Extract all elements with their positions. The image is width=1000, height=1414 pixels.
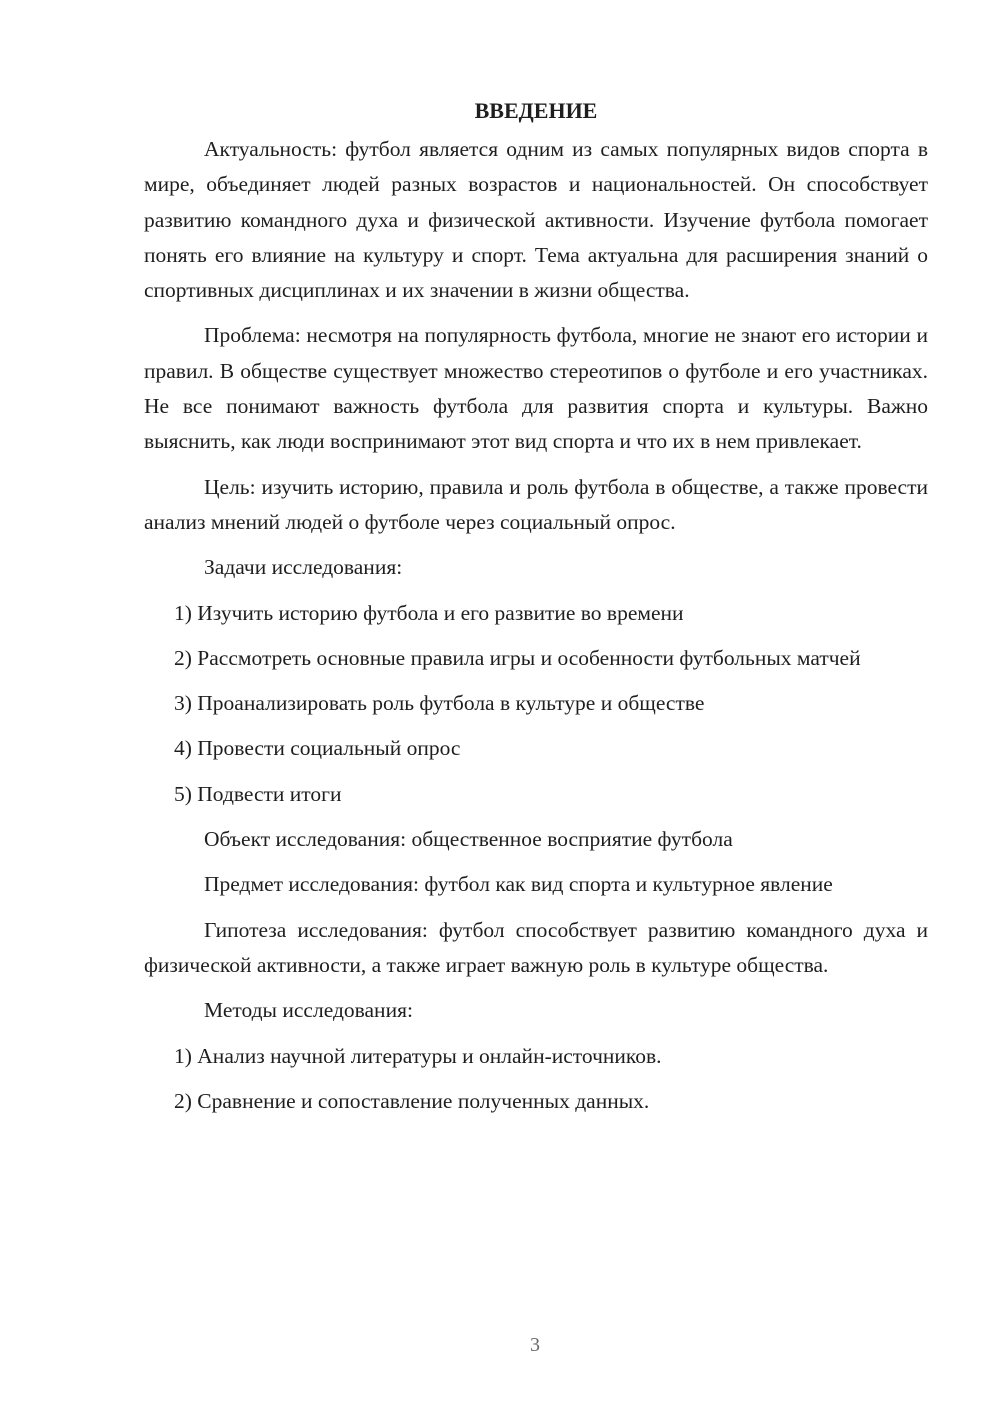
document-page [144,96,928,1129]
paragraph-subject: Предмет исследования: футбол как вид спорта и культурное явление [204,872,833,897]
list-item: 5) Подвести итоги [174,781,342,806]
paragraph-methods-heading: Методы исследования: [204,998,413,1023]
list-item: 4) Провести социальный опрос [174,736,461,761]
list-item: 2) Рассмотреть основные правила игры и особенности футбольных матчей [174,645,861,670]
list-item: 1) Изучить историю футбола и его развитие во времени [174,600,684,625]
paragraph-relevance: Актуальность: футбол является одним из самых популярных видов спорта в мире, объединяет людей разных возрастов и национальностей. Он способствует развитию командного духа и физической активности. Изучение футбола помогает понять его влияние на культуру и спорт. Тема актуальна для расширения знаний о спортивных дисциплинах и их значении в жизни общества. [144,137,928,303]
list-item: 3) Проанализировать роль футбола в культуре и обществе [174,691,705,716]
paragraph-object: Объект исследования: общественное восприятие футбола [204,827,733,852]
paragraph-tasks-heading: Задачи исследования: [204,555,403,580]
paragraph-hypothesis: Гипотеза исследования: футбол способствует развитию командного духа и физической активности, а также играет важную роль в культуре общества. [144,917,928,977]
list-item: 2) Сравнение и сопоставление полученных данных. [174,1088,650,1113]
section-title: ВВЕДЕНИЕ [474,98,598,123]
paragraph-goal: Цель: изучить историю, правила и роль футбола в обществе, а также провести анализ мнений людей о футболе через социальный опрос. [144,474,928,534]
list-item: 1) Анализ научной литературы и онлайн-источников. [174,1043,662,1068]
paragraph-problem: Проблема: несмотря на популярность футбола, многие не знают его истории и правил. В обществе существует множество стереотипов о футболе и его участниках. Не все понимают важность футбола для развития спорта и культуры. Важно выяснить, как люди воспринимают этот вид спорта и что их в нем привлекает. [144,323,928,454]
page-number: 3 [530,1334,540,1356]
